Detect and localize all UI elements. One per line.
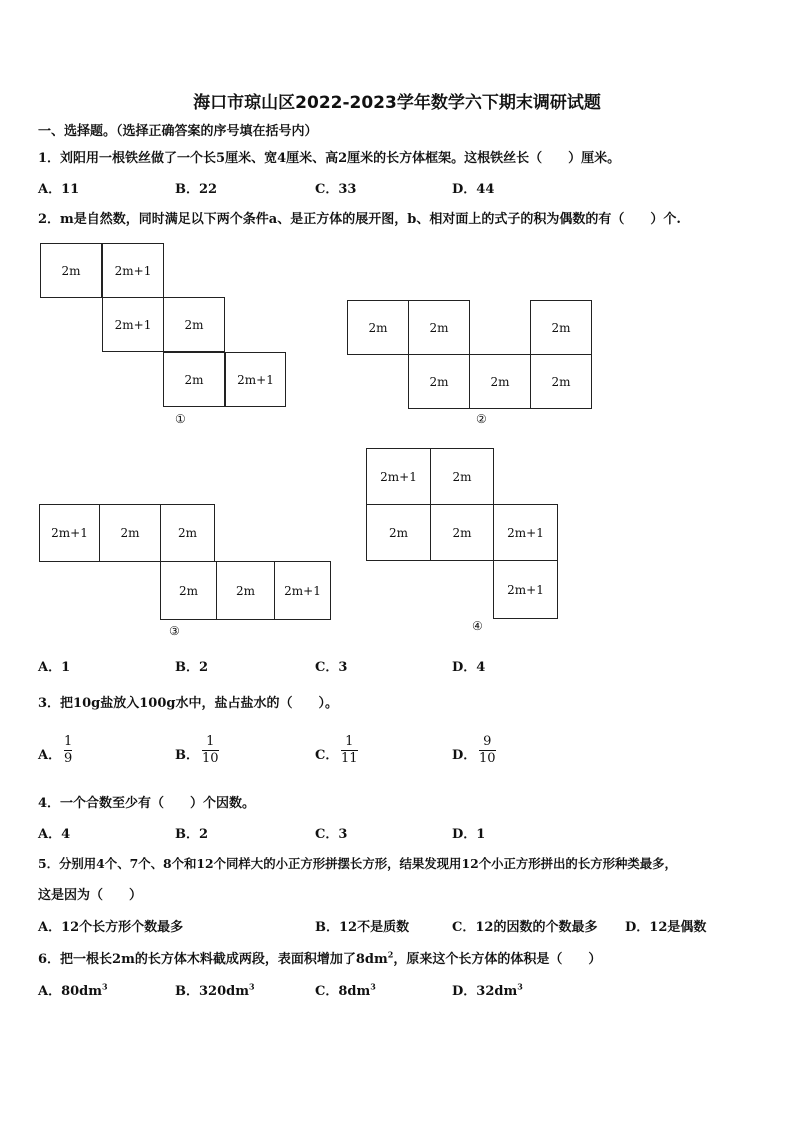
net-cell: 2m <box>408 354 470 409</box>
q4-option-c[interactable]: C．3 <box>315 827 348 842</box>
exponent: 3 <box>370 981 376 992</box>
net-cell: 2m+1 <box>39 504 100 562</box>
net-cell: 2m+1 <box>274 561 331 620</box>
q5-option-c[interactable]: C．12的因数的个数最多 <box>452 920 598 935</box>
numerator: 1 <box>64 734 73 749</box>
denominator: 9 <box>64 751 73 766</box>
figure-label: ① <box>175 412 186 426</box>
q2-option-c[interactable]: C．3 <box>315 660 348 675</box>
question-5-stem-line2: 这是因为（ ） <box>38 888 143 903</box>
q5-option-a[interactable]: A．12个长方形个数最多 <box>38 920 184 935</box>
option-text: B．320dm <box>175 984 249 999</box>
denominator: 10 <box>479 751 496 766</box>
net-cell: 2m+1 <box>102 243 164 298</box>
figure-label: ③ <box>169 624 180 638</box>
net-cell: 2m <box>163 352 225 407</box>
option-text: C．8dm <box>315 984 371 999</box>
figure-label: ④ <box>472 619 483 633</box>
option-text: A．80dm <box>38 984 103 999</box>
question-6-stem <box>38 948 601 967</box>
q1-option-b[interactable]: B．22 <box>175 182 218 197</box>
option-letter: A． <box>38 748 62 763</box>
denominator: 11 <box>341 751 358 766</box>
net-cell: 2m+1 <box>225 352 286 407</box>
net-cell: 2m <box>40 243 102 298</box>
exponent: 3 <box>248 981 255 992</box>
q4-option-d[interactable]: D．1 <box>452 827 486 842</box>
q1-option-d[interactable]: D．44 <box>452 182 495 197</box>
q5-option-b[interactable]: B．12不是质数 <box>315 920 410 935</box>
net-cell: 2m <box>347 300 409 355</box>
numerator: 1 <box>206 734 215 749</box>
option-letter: C． <box>315 748 339 763</box>
question-3-stem: 3．把10g盐放入100g水中，盐占盐水的（ ）。 <box>38 696 338 711</box>
q6-option-c[interactable] <box>315 980 376 999</box>
net-cell: 2m+1 <box>102 297 164 352</box>
net-cell: 2m+1 <box>366 448 431 505</box>
q5-option-d[interactable]: D．12是偶数 <box>625 920 707 935</box>
q6-option-a[interactable] <box>38 980 108 999</box>
option-letter: B． <box>175 748 199 763</box>
question-5-stem-line1: 5．分别用4个、7个、8个和12个同样大的小正方形拼摆长方形，结果发现用12个小正方形拼出的长方形种类最多， <box>38 856 677 871</box>
page-title: 海口市琼山区2022-2023学年数学六下期末调研试题 <box>193 93 601 113</box>
net-cell: 2m <box>160 561 217 620</box>
net-cell: 2m <box>469 354 531 409</box>
question-1-stem: 1．刘阳用一根铁丝做了一个长5厘米、宽4厘米、高2厘米的长方体框架。这根铁丝长（ ）厘米。 <box>38 151 621 166</box>
net-cell: 2m <box>366 504 431 561</box>
net-cell: 2m <box>408 300 470 355</box>
figure-label: ② <box>476 412 487 426</box>
section-heading: 一、选择题。（选择正确答案的序号填在括号内） <box>38 124 318 139</box>
numerator: 9 <box>483 734 492 749</box>
net-cell: 2m <box>99 504 161 562</box>
fraction <box>64 734 72 767</box>
option-text: D．32dm <box>452 984 518 999</box>
stem-text: 6．把一根长2m的长方体木料截成两段，表面积增加了8dm <box>38 952 388 967</box>
exponent: 2 <box>387 949 394 960</box>
q1-option-a[interactable]: A．11 <box>38 182 80 197</box>
exponent: 3 <box>517 981 523 992</box>
numerator: 1 <box>345 734 354 749</box>
net-cell: 2m+1 <box>493 504 558 561</box>
question-2-stem: 2．m是自然数，同时满足以下两个条件a、是正方体的展开图，b、相对面上的式子的积为偶数的有（ ）个. <box>38 212 681 227</box>
q4-option-b[interactable]: B．2 <box>175 827 209 842</box>
net-cell: 2m <box>530 300 592 355</box>
q2-option-d[interactable]: D．4 <box>452 660 486 675</box>
net-cell: 2m <box>160 504 215 562</box>
question-4-stem: 4．一个合数至少有（ ）个因数。 <box>38 796 256 811</box>
option-letter: D． <box>452 748 477 763</box>
net-cell: 2m <box>216 561 275 620</box>
fraction <box>202 734 219 767</box>
q6-option-d[interactable] <box>452 980 523 999</box>
q2-option-b[interactable]: B．2 <box>175 660 209 675</box>
denominator: 10 <box>202 751 219 766</box>
net-cell: 2m <box>430 504 494 561</box>
stem-text: ，原来这个长方体的体积是（ ） <box>393 952 602 967</box>
net-cell: 2m <box>530 354 592 409</box>
exponent: 3 <box>102 981 108 992</box>
net-cell: 2m <box>163 297 225 352</box>
q1-option-c[interactable]: C．33 <box>315 182 357 197</box>
q6-option-b[interactable] <box>175 980 255 999</box>
net-cell: 2m+1 <box>493 560 558 619</box>
fraction <box>479 734 496 767</box>
q4-option-a[interactable]: A．4 <box>38 827 71 842</box>
net-cell: 2m <box>430 448 494 505</box>
q2-option-a[interactable]: A．1 <box>38 660 71 675</box>
fraction <box>341 734 358 767</box>
